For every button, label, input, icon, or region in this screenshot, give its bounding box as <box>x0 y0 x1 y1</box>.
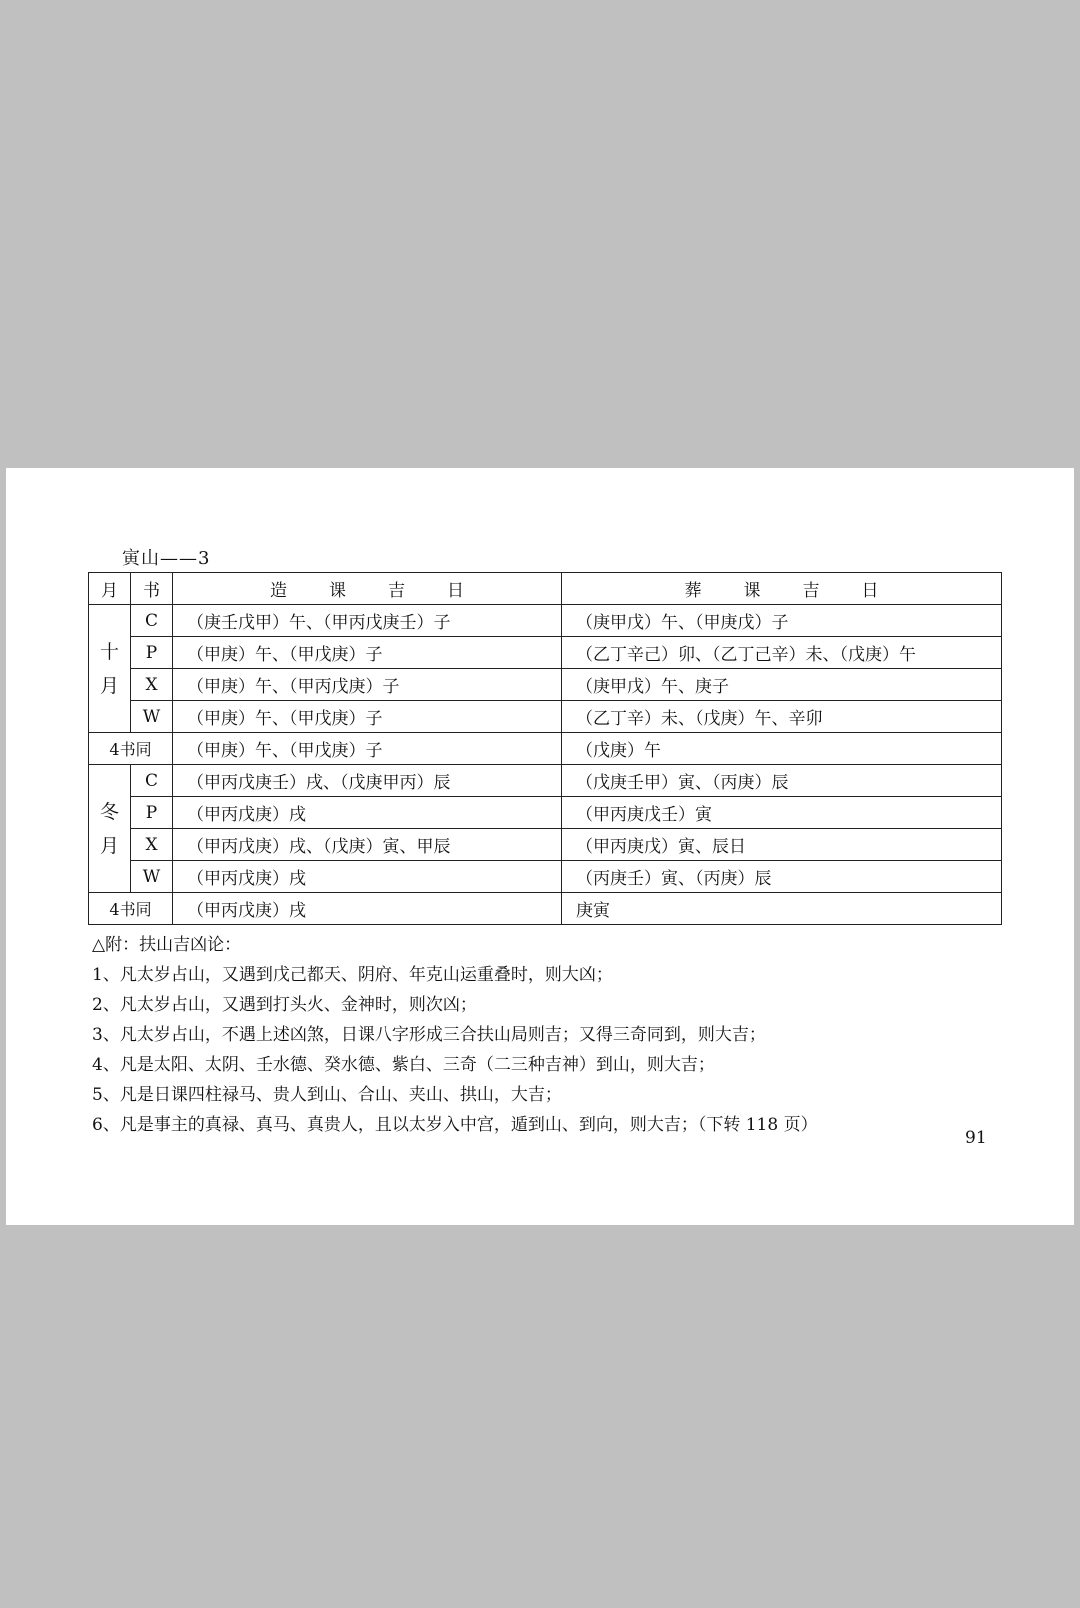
summary-row <box>89 893 1002 925</box>
header-book: 书 <box>131 573 173 605</box>
burial-days: （戊庚壬甲）寅、（丙庚）辰 <box>562 765 1002 797</box>
burial-days: （甲丙庚戊）寅、辰日 <box>562 829 1002 861</box>
build-days: （庚壬戊甲）午、（甲丙戊庚壬）子 <box>173 605 562 637</box>
summary-build-days: （甲庚）午、（甲戊庚）子 <box>173 733 562 765</box>
book-code: P <box>131 637 173 669</box>
table-row <box>89 637 1002 669</box>
header-burial: 葬课吉日 <box>562 573 1002 605</box>
table-row <box>89 861 1002 893</box>
appendix-section <box>92 930 1032 1140</box>
appendix-rule: 5、凡是日课四柱禄马、贵人到山、合山、夹山、拱山，大吉； <box>92 1085 562 1105</box>
book-code: C <box>131 765 173 797</box>
build-days: （甲庚）午、（甲丙戊庚）子 <box>173 669 562 701</box>
page-number: 91 <box>965 1128 987 1148</box>
appendix-heading: △附：扶山吉凶论： <box>92 935 242 955</box>
book-code: W <box>131 701 173 733</box>
burial-days: （庚甲戊）午、（甲庚戊）子 <box>562 605 1002 637</box>
burial-days: （甲丙庚戊壬）寅 <box>562 797 1002 829</box>
month-label: 十 月 <box>89 605 131 733</box>
appendix-rule: 4、凡是太阳、太阴、壬水德、癸水德、紫白、三奇（二三种吉神）到山，则大吉； <box>92 1055 715 1075</box>
table-row <box>89 605 1002 637</box>
appendix-rule: 1、凡太岁占山，又遇到戊己都天、阴府、年克山运重叠时，则大凶； <box>92 965 613 985</box>
build-days: （甲丙戊庚）戌 <box>173 861 562 893</box>
table-title: 寅山——3 <box>122 548 211 569</box>
book-code: X <box>131 829 173 861</box>
book-page <box>6 468 1074 1225</box>
burial-days: （乙丁辛己）卯、（乙丁己辛）未、（戊庚）午 <box>562 637 1002 669</box>
table-row <box>89 829 1002 861</box>
table-row <box>89 797 1002 829</box>
summary-burial-days: （戊庚）午 <box>562 733 1002 765</box>
book-code: C <box>131 605 173 637</box>
book-code: X <box>131 669 173 701</box>
build-days: （甲丙戊庚）戌、（戊庚）寅、甲辰 <box>173 829 562 861</box>
header-build: 造课吉日 <box>173 573 562 605</box>
table-row <box>89 765 1002 797</box>
book-code: P <box>131 797 173 829</box>
summary-build-days: （甲丙戊庚）戌 <box>173 893 562 925</box>
burial-days: （丙庚壬）寅、（丙庚）辰 <box>562 861 1002 893</box>
appendix-rule: 6、凡是事主的真禄、真马、真贵人，且以太岁入中宫，遁到山、到向，则大吉；（下转 118 页） <box>92 1115 818 1135</box>
month-label: 冬 月 <box>89 765 131 893</box>
build-days: （甲庚）午、（甲戊庚）子 <box>173 637 562 669</box>
summary-burial-days: 庚寅 <box>562 893 1002 925</box>
book-code: W <box>131 861 173 893</box>
table-row <box>89 701 1002 733</box>
build-days: （甲丙戊庚）戌 <box>173 797 562 829</box>
burial-days: （庚甲戊）午、庚子 <box>562 669 1002 701</box>
appendix-rule: 2、凡太岁占山，又遇到打头火、金神时，则次凶； <box>92 995 477 1015</box>
build-days: （甲丙戊庚壬）戌、（戊庚甲丙）辰 <box>173 765 562 797</box>
build-days: （甲庚）午、（甲戊庚）子 <box>173 701 562 733</box>
summary-row <box>89 733 1002 765</box>
table-row <box>89 669 1002 701</box>
header-month: 月 <box>89 573 131 605</box>
appendix-rule: 3、凡太岁占山，不遇上述凶煞，日课八字形成三合扶山局则吉；又得三奇同到，则大吉； <box>92 1025 766 1045</box>
table-header-row <box>89 573 1002 605</box>
summary-label: 4书同 <box>89 733 173 765</box>
auspicious-days-table <box>88 572 1002 925</box>
burial-days: （乙丁辛）未、（戊庚）午、辛卯 <box>562 701 1002 733</box>
summary-label: 4书同 <box>89 893 173 925</box>
